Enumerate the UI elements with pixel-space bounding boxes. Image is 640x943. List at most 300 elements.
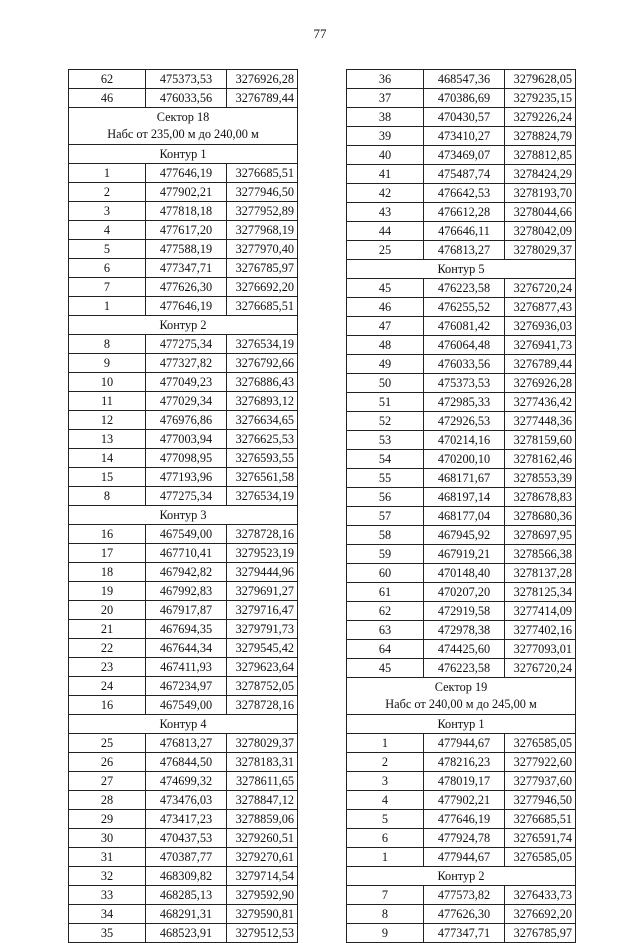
x-coordinate-cell: 477193,96: [146, 468, 227, 487]
y-coordinate-cell: 3279691,27: [227, 582, 298, 601]
y-coordinate-cell: 3278193,70: [505, 184, 576, 203]
x-coordinate-cell: 477944,67: [424, 734, 505, 753]
table-row: [69, 620, 298, 639]
y-coordinate-cell: 3276534,19: [227, 335, 298, 354]
point-number-cell: 16: [69, 525, 146, 544]
table-row: [347, 450, 576, 469]
x-coordinate-cell: 477646,19: [146, 164, 227, 183]
x-coordinate-cell: 470430,57: [424, 108, 505, 127]
table-row: [347, 279, 576, 298]
point-number-cell: 63: [347, 621, 424, 640]
table-row: [347, 336, 576, 355]
contour-header: Контур 1: [347, 715, 576, 734]
x-coordinate-cell: 476844,50: [146, 753, 227, 772]
contour-header: Контур 3: [69, 506, 298, 525]
point-number-cell: 46: [69, 89, 146, 108]
x-coordinate-cell: 477902,21: [146, 183, 227, 202]
table-row: [69, 70, 298, 89]
point-number-cell: 1: [347, 734, 424, 753]
point-number-cell: 58: [347, 526, 424, 545]
table-row: [347, 621, 576, 640]
y-coordinate-cell: 3277922,60: [505, 753, 576, 772]
point-number-cell: 12: [69, 411, 146, 430]
y-coordinate-cell: 3279592,90: [227, 886, 298, 905]
y-coordinate-cell: 3276561,58: [227, 468, 298, 487]
y-coordinate-cell: 3278824,79: [505, 127, 576, 146]
x-coordinate-cell: 476081,42: [424, 317, 505, 336]
contour-header: Контур 5: [347, 260, 576, 279]
point-number-cell: 38: [347, 108, 424, 127]
table-row: [69, 240, 298, 259]
y-coordinate-cell: 3277093,01: [505, 640, 576, 659]
y-coordinate-cell: 3276720,24: [505, 659, 576, 678]
table-row: [69, 601, 298, 620]
table-row: [347, 70, 576, 89]
y-coordinate-cell: 3276926,28: [505, 374, 576, 393]
y-coordinate-cell: 3277448,36: [505, 412, 576, 431]
y-coordinate-cell: 3277414,09: [505, 602, 576, 621]
x-coordinate-cell: 467549,00: [146, 696, 227, 715]
point-number-cell: 18: [69, 563, 146, 582]
table-row: [69, 525, 298, 544]
point-number-cell: 59: [347, 545, 424, 564]
table-row: [347, 222, 576, 241]
x-coordinate-cell: 477902,21: [424, 791, 505, 810]
table-row: [69, 829, 298, 848]
point-number-cell: 47: [347, 317, 424, 336]
x-coordinate-cell: 468547,36: [424, 70, 505, 89]
table-row: [347, 146, 576, 165]
point-number-cell: 2: [347, 753, 424, 772]
table-row: [347, 734, 576, 753]
y-coordinate-cell: 3276941,73: [505, 336, 576, 355]
y-coordinate-cell: 3279523,19: [227, 544, 298, 563]
y-coordinate-cell: 3278680,36: [505, 507, 576, 526]
y-coordinate-cell: 3278752,05: [227, 677, 298, 696]
table-row: [347, 564, 576, 583]
table-row: [347, 165, 576, 184]
point-number-cell: 5: [347, 810, 424, 829]
sector-title: Сектор 19: [434, 680, 488, 694]
contour-header: Контур 1: [69, 145, 298, 164]
table-row: [347, 412, 576, 431]
table-row: [347, 602, 576, 621]
y-coordinate-cell: 3276792,66: [227, 354, 298, 373]
table-row: [347, 791, 576, 810]
table-row: [69, 259, 298, 278]
table-row: [347, 89, 576, 108]
table-row: [347, 526, 576, 545]
point-number-cell: 53: [347, 431, 424, 450]
contour-header-row: [69, 715, 298, 734]
x-coordinate-cell: 476813,27: [424, 241, 505, 260]
x-coordinate-cell: 470214,16: [424, 431, 505, 450]
x-coordinate-cell: 473476,03: [146, 791, 227, 810]
x-coordinate-cell: 475373,53: [146, 70, 227, 89]
table-row: [69, 677, 298, 696]
point-number-cell: 21: [69, 620, 146, 639]
y-coordinate-cell: 3278859,06: [227, 810, 298, 829]
point-number-cell: 24: [69, 677, 146, 696]
x-coordinate-cell: 472978,38: [424, 621, 505, 640]
x-coordinate-cell: 467919,21: [424, 545, 505, 564]
point-number-cell: 9: [347, 924, 424, 943]
sector-header-row: [69, 108, 298, 145]
y-coordinate-cell: 3276893,12: [227, 392, 298, 411]
sector-height-range: Набс от 235,00 м до 240,00 м: [107, 127, 259, 141]
x-coordinate-cell: 468523,91: [146, 924, 227, 943]
x-coordinate-cell: 467917,87: [146, 601, 227, 620]
y-coordinate-cell: 3278697,95: [505, 526, 576, 545]
contour-header-row: [69, 316, 298, 335]
table-row: [347, 355, 576, 374]
table-row: [347, 469, 576, 488]
y-coordinate-cell: 3277402,16: [505, 621, 576, 640]
point-number-cell: 27: [69, 772, 146, 791]
contour-header: Контур 2: [69, 316, 298, 335]
table-row: [69, 278, 298, 297]
table-row: [69, 411, 298, 430]
table-row: [347, 127, 576, 146]
point-number-cell: 8: [69, 487, 146, 506]
x-coordinate-cell: 476033,56: [146, 89, 227, 108]
x-coordinate-cell: 474699,32: [146, 772, 227, 791]
point-number-cell: 16: [69, 696, 146, 715]
y-coordinate-cell: 3276585,05: [505, 848, 576, 867]
x-coordinate-cell: 477818,18: [146, 202, 227, 221]
point-number-cell: 23: [69, 658, 146, 677]
y-coordinate-cell: 3279628,05: [505, 70, 576, 89]
x-coordinate-cell: 477626,30: [146, 278, 227, 297]
point-number-cell: 28: [69, 791, 146, 810]
y-coordinate-cell: 3279444,96: [227, 563, 298, 582]
y-coordinate-cell: 3276593,55: [227, 449, 298, 468]
y-coordinate-cell: 3278159,60: [505, 431, 576, 450]
point-number-cell: 42: [347, 184, 424, 203]
point-number-cell: 52: [347, 412, 424, 431]
point-number-cell: 8: [347, 905, 424, 924]
y-coordinate-cell: 3276789,44: [505, 355, 576, 374]
y-coordinate-cell: 3276692,20: [227, 278, 298, 297]
x-coordinate-cell: 476642,53: [424, 184, 505, 203]
point-number-cell: 29: [69, 810, 146, 829]
point-number-cell: 10: [69, 373, 146, 392]
point-number-cell: 45: [347, 279, 424, 298]
y-coordinate-cell: 3278847,12: [227, 791, 298, 810]
sector-header: [347, 678, 576, 715]
x-coordinate-cell: 476033,56: [424, 355, 505, 374]
table-row: [347, 507, 576, 526]
table-row: [69, 810, 298, 829]
point-number-cell: 25: [69, 734, 146, 753]
x-coordinate-cell: 478216,23: [424, 753, 505, 772]
point-number-cell: 57: [347, 507, 424, 526]
contour-header-row: [347, 867, 576, 886]
x-coordinate-cell: 477327,82: [146, 354, 227, 373]
x-coordinate-cell: 477275,34: [146, 335, 227, 354]
x-coordinate-cell: 467942,82: [146, 563, 227, 582]
table-row: [69, 430, 298, 449]
x-coordinate-cell: 477275,34: [146, 487, 227, 506]
point-number-cell: 44: [347, 222, 424, 241]
x-coordinate-cell: 470200,10: [424, 450, 505, 469]
point-number-cell: 13: [69, 430, 146, 449]
y-coordinate-cell: 3278183,31: [227, 753, 298, 772]
table-row: [347, 848, 576, 867]
table-row: [69, 658, 298, 677]
y-coordinate-cell: 3278678,83: [505, 488, 576, 507]
table-row: [69, 221, 298, 240]
point-number-cell: 62: [69, 70, 146, 89]
y-coordinate-cell: 3276685,51: [505, 810, 576, 829]
x-coordinate-cell: 475373,53: [424, 374, 505, 393]
x-coordinate-cell: 473417,23: [146, 810, 227, 829]
point-number-cell: 51: [347, 393, 424, 412]
table-row: [69, 905, 298, 924]
x-coordinate-cell: 476064,48: [424, 336, 505, 355]
coordinates-table-right: [346, 69, 576, 943]
table-row: [69, 867, 298, 886]
y-coordinate-cell: 3278728,16: [227, 525, 298, 544]
y-coordinate-cell: 3276692,20: [505, 905, 576, 924]
table-row: [69, 639, 298, 658]
point-number-cell: 56: [347, 488, 424, 507]
x-coordinate-cell: 477049,23: [146, 373, 227, 392]
table-row: [347, 905, 576, 924]
point-number-cell: 1: [347, 848, 424, 867]
y-coordinate-cell: 3279716,47: [227, 601, 298, 620]
table-row: [69, 373, 298, 392]
table-row: [347, 317, 576, 336]
contour-header-row: [69, 145, 298, 164]
sector-height-range: Набс от 240,00 м до 245,00 м: [385, 697, 537, 711]
y-coordinate-cell: 3279260,51: [227, 829, 298, 848]
table-row: [69, 924, 298, 943]
table-row: [69, 563, 298, 582]
table-row: [347, 924, 576, 943]
table-row: [69, 354, 298, 373]
y-coordinate-cell: 3279270,61: [227, 848, 298, 867]
y-coordinate-cell: 3278125,34: [505, 583, 576, 602]
point-number-cell: 48: [347, 336, 424, 355]
point-number-cell: 11: [69, 392, 146, 411]
point-number-cell: 54: [347, 450, 424, 469]
y-coordinate-cell: 3277968,19: [227, 221, 298, 240]
y-coordinate-cell: 3277946,50: [227, 183, 298, 202]
point-number-cell: 32: [69, 867, 146, 886]
x-coordinate-cell: 477098,95: [146, 449, 227, 468]
point-number-cell: 36: [347, 70, 424, 89]
point-number-cell: 60: [347, 564, 424, 583]
table-row: [69, 183, 298, 202]
point-number-cell: 31: [69, 848, 146, 867]
x-coordinate-cell: 477347,71: [146, 259, 227, 278]
point-number-cell: 33: [69, 886, 146, 905]
y-coordinate-cell: 3276625,53: [227, 430, 298, 449]
table-row: [347, 488, 576, 507]
y-coordinate-cell: 3276433,73: [505, 886, 576, 905]
point-number-cell: 34: [69, 905, 146, 924]
y-coordinate-cell: 3276877,43: [505, 298, 576, 317]
y-coordinate-cell: 3276936,03: [505, 317, 576, 336]
x-coordinate-cell: 475487,74: [424, 165, 505, 184]
x-coordinate-cell: 476223,58: [424, 279, 505, 298]
sector-header-row: [347, 678, 576, 715]
point-number-cell: 64: [347, 640, 424, 659]
point-number-cell: 41: [347, 165, 424, 184]
x-coordinate-cell: 467411,93: [146, 658, 227, 677]
x-coordinate-cell: 473410,27: [424, 127, 505, 146]
y-coordinate-cell: 3277952,89: [227, 202, 298, 221]
point-number-cell: 43: [347, 203, 424, 222]
table-row: [347, 772, 576, 791]
x-coordinate-cell: 478019,17: [424, 772, 505, 791]
x-coordinate-cell: 470207,20: [424, 583, 505, 602]
y-coordinate-cell: 3276534,19: [227, 487, 298, 506]
x-coordinate-cell: 468291,31: [146, 905, 227, 924]
x-coordinate-cell: 470437,53: [146, 829, 227, 848]
table-row: [347, 203, 576, 222]
x-coordinate-cell: 470387,77: [146, 848, 227, 867]
point-number-cell: 1: [69, 164, 146, 183]
point-number-cell: 3: [69, 202, 146, 221]
x-coordinate-cell: 476255,52: [424, 298, 505, 317]
y-coordinate-cell: 3276926,28: [227, 70, 298, 89]
y-coordinate-cell: 3278728,16: [227, 696, 298, 715]
y-coordinate-cell: 3279512,53: [227, 924, 298, 943]
table-row: [347, 810, 576, 829]
x-coordinate-cell: 477646,19: [146, 297, 227, 316]
x-coordinate-cell: 477573,82: [424, 886, 505, 905]
table-row: [69, 468, 298, 487]
table-row: [347, 640, 576, 659]
table-row: [347, 829, 576, 848]
point-number-cell: 37: [347, 89, 424, 108]
x-coordinate-cell: 467234,97: [146, 677, 227, 696]
contour-header-row: [347, 260, 576, 279]
table-row: [69, 487, 298, 506]
y-coordinate-cell: 3276634,65: [227, 411, 298, 430]
table-row: [347, 184, 576, 203]
x-coordinate-cell: 470148,40: [424, 564, 505, 583]
x-coordinate-cell: 467710,41: [146, 544, 227, 563]
x-coordinate-cell: 468309,82: [146, 867, 227, 886]
x-coordinate-cell: 467549,00: [146, 525, 227, 544]
contour-header: Контур 2: [347, 867, 576, 886]
table-row: [347, 659, 576, 678]
table-row: [347, 393, 576, 412]
point-number-cell: 4: [69, 221, 146, 240]
y-coordinate-cell: 3276886,43: [227, 373, 298, 392]
point-number-cell: 7: [347, 886, 424, 905]
y-coordinate-cell: 3279545,42: [227, 639, 298, 658]
table-row: [347, 108, 576, 127]
y-coordinate-cell: 3278162,46: [505, 450, 576, 469]
x-coordinate-cell: 476976,86: [146, 411, 227, 430]
y-coordinate-cell: 3279714,54: [227, 867, 298, 886]
y-coordinate-cell: 3278029,37: [505, 241, 576, 260]
x-coordinate-cell: 476646,11: [424, 222, 505, 241]
point-number-cell: 6: [69, 259, 146, 278]
point-number-cell: 50: [347, 374, 424, 393]
point-number-cell: 7: [69, 278, 146, 297]
table-row: [69, 886, 298, 905]
point-number-cell: 5: [69, 240, 146, 259]
y-coordinate-cell: 3279235,15: [505, 89, 576, 108]
point-number-cell: 26: [69, 753, 146, 772]
point-number-cell: 30: [69, 829, 146, 848]
x-coordinate-cell: 477617,20: [146, 221, 227, 240]
x-coordinate-cell: 477003,94: [146, 430, 227, 449]
y-coordinate-cell: 3278812,85: [505, 146, 576, 165]
table-row: [347, 886, 576, 905]
y-coordinate-cell: 3279791,73: [227, 620, 298, 639]
table-row: [69, 791, 298, 810]
table-row: [69, 696, 298, 715]
y-coordinate-cell: 3278042,09: [505, 222, 576, 241]
point-number-cell: 8: [69, 335, 146, 354]
y-coordinate-cell: 3276720,24: [505, 279, 576, 298]
table-row: [69, 734, 298, 753]
y-coordinate-cell: 3276785,97: [227, 259, 298, 278]
point-number-cell: 40: [347, 146, 424, 165]
y-coordinate-cell: 3276685,51: [227, 164, 298, 183]
table-row: [69, 582, 298, 601]
point-number-cell: 49: [347, 355, 424, 374]
x-coordinate-cell: 468285,13: [146, 886, 227, 905]
table-row: [347, 545, 576, 564]
y-coordinate-cell: 3278137,28: [505, 564, 576, 583]
x-coordinate-cell: 468197,14: [424, 488, 505, 507]
x-coordinate-cell: 468177,04: [424, 507, 505, 526]
table-row: [69, 848, 298, 867]
x-coordinate-cell: 474425,60: [424, 640, 505, 659]
y-coordinate-cell: 3279623,64: [227, 658, 298, 677]
x-coordinate-cell: 477944,67: [424, 848, 505, 867]
contour-header: Контур 4: [69, 715, 298, 734]
table-row: [347, 241, 576, 260]
table-row: [69, 449, 298, 468]
x-coordinate-cell: 472985,33: [424, 393, 505, 412]
contour-header-row: [347, 715, 576, 734]
y-coordinate-cell: 3277436,42: [505, 393, 576, 412]
point-number-cell: 1: [69, 297, 146, 316]
x-coordinate-cell: 477646,19: [424, 810, 505, 829]
table-row: [347, 583, 576, 602]
x-coordinate-cell: 467945,92: [424, 526, 505, 545]
x-coordinate-cell: 477588,19: [146, 240, 227, 259]
y-coordinate-cell: 3278611,65: [227, 772, 298, 791]
y-coordinate-cell: 3279226,24: [505, 108, 576, 127]
x-coordinate-cell: 476813,27: [146, 734, 227, 753]
point-number-cell: 46: [347, 298, 424, 317]
y-coordinate-cell: 3277970,40: [227, 240, 298, 259]
table-row: [69, 89, 298, 108]
x-coordinate-cell: 477029,34: [146, 392, 227, 411]
y-coordinate-cell: 3276785,97: [505, 924, 576, 943]
point-number-cell: 45: [347, 659, 424, 678]
y-coordinate-cell: 3276789,44: [227, 89, 298, 108]
point-number-cell: 3: [347, 772, 424, 791]
page-number: 77: [313, 26, 327, 41]
point-number-cell: 17: [69, 544, 146, 563]
y-coordinate-cell: 3278566,38: [505, 545, 576, 564]
point-number-cell: 14: [69, 449, 146, 468]
table-row: [347, 753, 576, 772]
x-coordinate-cell: 477626,30: [424, 905, 505, 924]
y-coordinate-cell: 3278424,29: [505, 165, 576, 184]
x-coordinate-cell: 477347,71: [424, 924, 505, 943]
